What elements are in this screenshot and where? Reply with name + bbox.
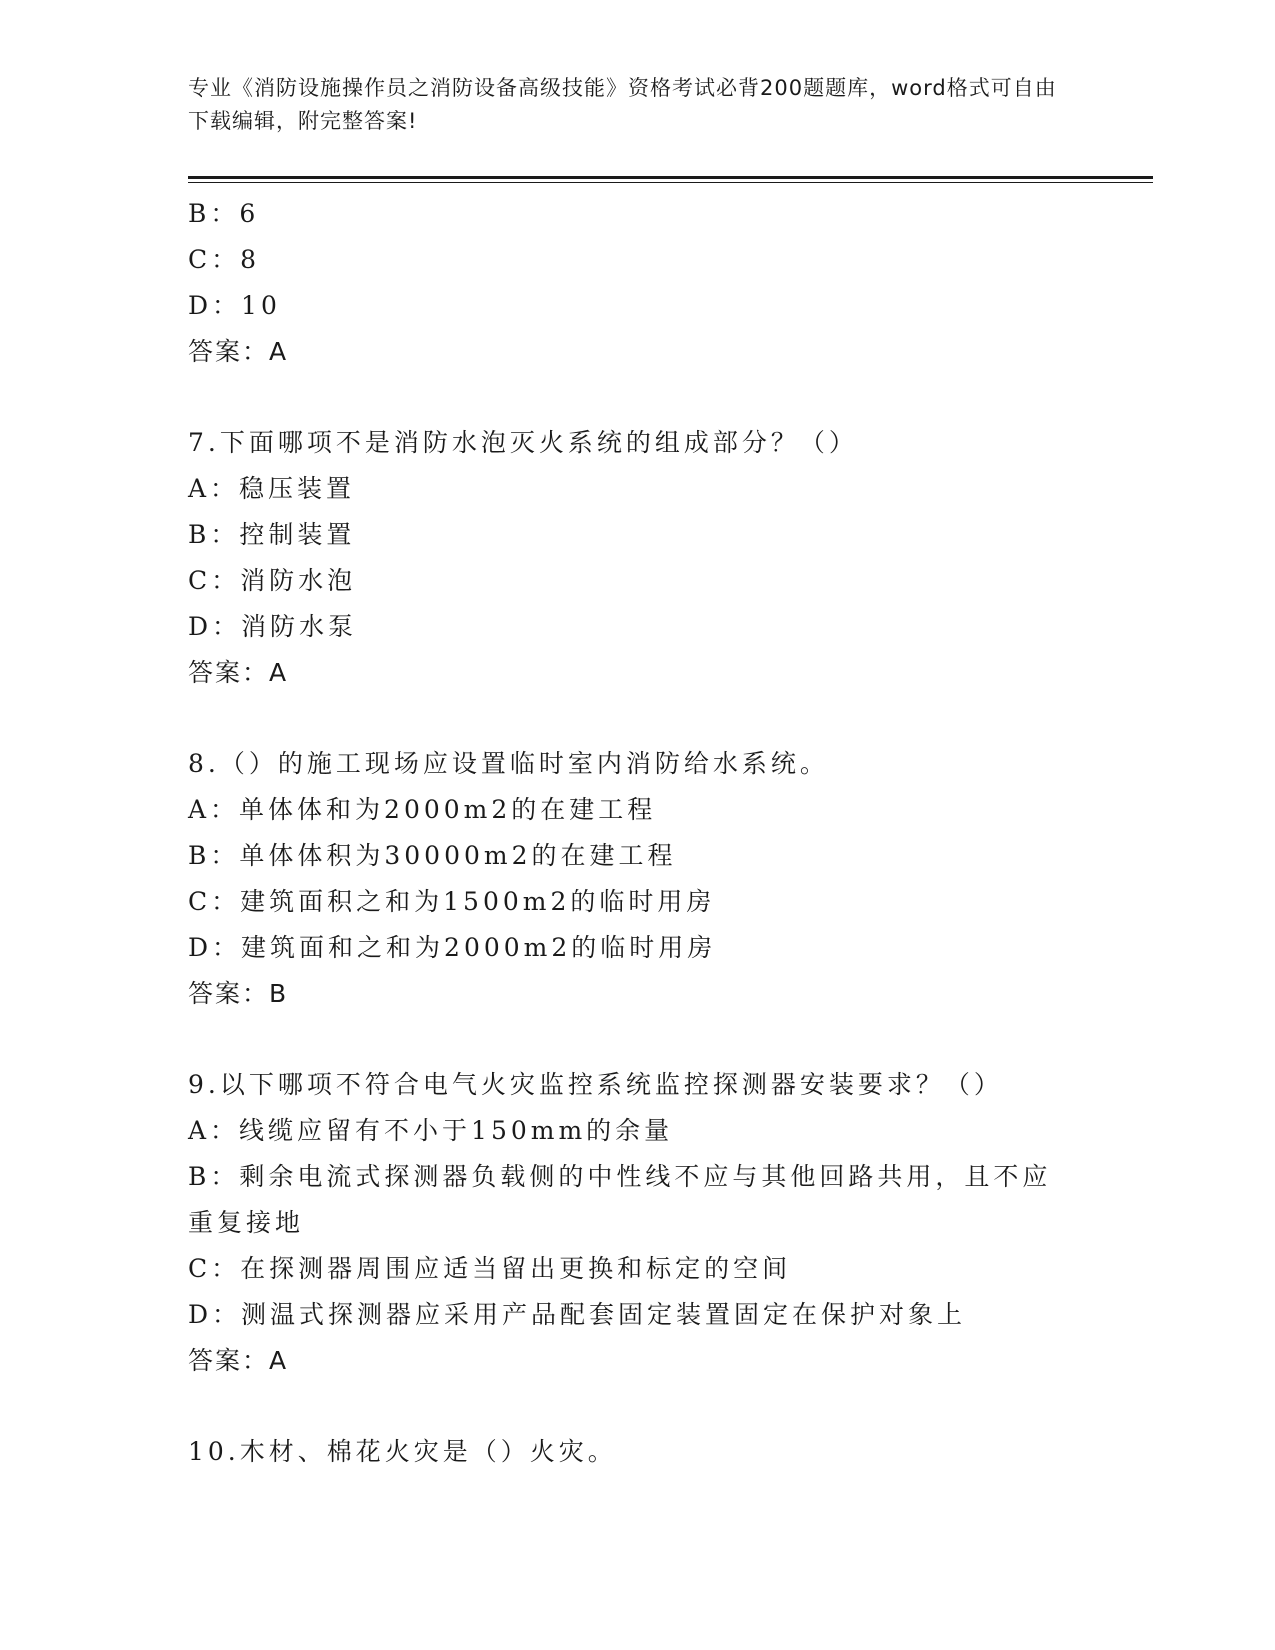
question-text: 7.下面哪项不是消防水泡灭火系统的组成部分？（）	[188, 428, 858, 457]
question-text: 10.木材、棉花火灾是（）火灾。	[188, 1437, 617, 1466]
option-b: B：单体体积为30000m2的在建工程	[188, 841, 677, 870]
page-header: 专业《消防设施操作员之消防设备高级技能》资格考试必背200题题库，word格式可自由下载编辑，附完整答案!	[188, 76, 1057, 133]
spacer	[188, 696, 1068, 741]
header-rule-thick	[188, 176, 1153, 179]
option-c: C：8	[188, 245, 261, 274]
option-a: A：单体体和为2000m2的在建工程	[188, 795, 657, 824]
question-7	[188, 420, 1068, 696]
option-c: C：消防水泡	[188, 566, 357, 595]
question-8	[188, 741, 1068, 1017]
spacer	[188, 1017, 1068, 1062]
spacer	[188, 375, 1068, 420]
answer-line: 答案：B	[188, 979, 289, 1008]
question-10	[188, 1429, 1068, 1475]
question-9	[188, 1062, 1068, 1384]
option-b: B：控制装置	[188, 520, 356, 549]
option-b: B：6	[188, 199, 260, 228]
question-6-tail	[188, 191, 1068, 375]
option-a: A：稳压装置	[188, 474, 356, 503]
answer-line: 答案：A	[188, 337, 289, 366]
option-b: B：剩余电流式探测器负载侧的中性线不应与其他回路共用，且不应重复接地	[188, 1162, 1052, 1237]
option-c: C：在探测器周围应适当留出更换和标定的空间	[188, 1254, 792, 1283]
option-d: D：建筑面和之和为2000m2的临时用房	[188, 933, 717, 962]
option-a: A：线缆应留有不小于150mm的余量	[188, 1116, 674, 1145]
option-d: D：10	[188, 291, 281, 320]
spacer	[188, 1384, 1068, 1429]
option-c: C：建筑面积之和为1500m2的临时用房	[188, 887, 716, 916]
question-text: 9.以下哪项不符合电气火灾监控系统监控探测器安装要求？（）	[188, 1070, 1003, 1099]
answer-line: 答案：A	[188, 658, 289, 687]
header-rule-thin	[188, 182, 1153, 183]
question-text: 8.（）的施工现场应设置临时室内消防给水系统。	[188, 749, 829, 778]
option-d: D：测温式探测器应采用产品配套固定装置固定在保护对象上	[188, 1300, 967, 1329]
question-list	[188, 191, 1068, 1475]
answer-line: 答案：A	[188, 1346, 289, 1375]
option-d: D：消防水泵	[188, 612, 358, 641]
